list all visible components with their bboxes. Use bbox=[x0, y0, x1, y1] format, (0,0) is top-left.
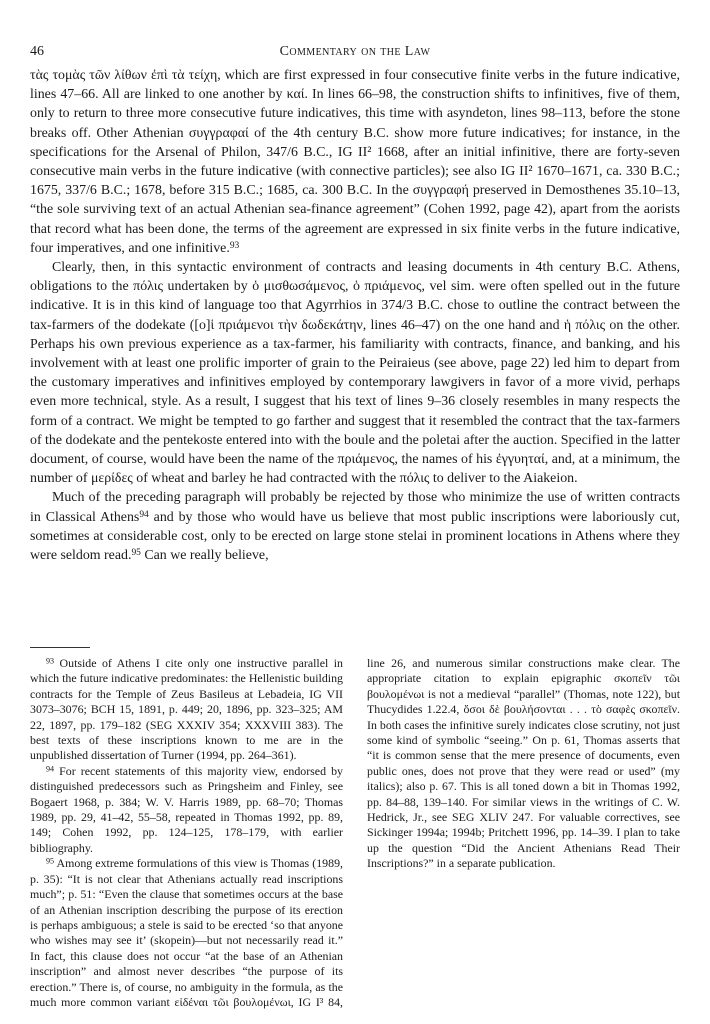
footnote-ref-94: 94 bbox=[139, 509, 149, 520]
main-text bbox=[30, 66, 680, 565]
footnote-divider bbox=[30, 647, 90, 648]
footnotes bbox=[30, 656, 680, 1016]
footnote-94-mark: 94 bbox=[46, 764, 55, 774]
footnote-95-mark: 95 bbox=[46, 856, 55, 866]
paragraph-1-text: τὰς τομὰς τῶν λίθων ἐπὶ τὰ τείχη, which are first expressed in four consecutive finite verbs in the future indicative, lines 47–66. All are linked to one another by καί. In lines 66–98, the construction shifts to infinitives, five of them, only to return to three more consecutive future indicatives, this time with asyndeton, lines 98–113, before the stone breaks off. Other Athenian συγγραφαί of the 4th century B.C. show more future indicatives; for instance, in the specifications for the Arsenal of Philon, 347/6 B.C., IG II² 1668, after an initial infinitive, there are forty-seven consecutive main verbs in the future indicative (with connective particles); see also IG II² 1670–1671, ca. 330 B.C.; 1675, 337/6 B.C.; 1678, before 315 B.C.; 1685, ca. 300 B.C. In the συγγραφή preserved in Demosthenes 35.10–13, “the sole surviving text of an actual Athenian sea-finance agreement” (Cohen 1992, page 42), apart from the aorists that record what has been done, the terms of the agreement are expressed in six finite verbs in the future indicative, four imperatives, and one infinitive. bbox=[30, 68, 680, 256]
running-head: Commentary on the Law bbox=[279, 44, 431, 59]
footnote-94 bbox=[30, 764, 343, 856]
paragraph-3 bbox=[30, 488, 680, 565]
paragraph-3-text-c: Can we really believe, bbox=[140, 548, 269, 564]
paragraph-3-text-a: Much of the preceding paragraph will probably be rejected by those who minimize the use of written contracts in Classical Athens bbox=[30, 490, 680, 525]
footnote-ref-93: 93 bbox=[229, 240, 240, 251]
footnote-93 bbox=[30, 656, 343, 764]
page-header bbox=[30, 44, 680, 64]
page-number: 46 bbox=[30, 44, 44, 59]
footnote-93-mark: 93 bbox=[46, 656, 55, 666]
footnote-ref-95: 95 bbox=[131, 547, 141, 558]
footnote-94-text: For recent statements of this majority view, endorsed by distinguished predecessors such as Pringsheim and Finley, see Bogaert 1968, p. 384; W. V. Harris 1989, pp. 68–70; Thomas 1989, pp. 29, 41–42, 55–58, repeated in Thomas 1992, pp. 89, 149; Cohen 1992, pp. 124–125, 178–179, with earlier bibliography. bbox=[30, 763, 343, 855]
paragraph-3-text-b: and by those who would have us believe that most public inscriptions were laboriously cut, sometimes at considerable cost, only to be erected on large stone stelai in prominent locations in Athens where they were seldom read. bbox=[30, 509, 680, 564]
footnote-95-text: Among extreme formulations of this view is Thomas (1989, p. 35): “It is not clear that Athenians actually read inscriptions much”; p. 51: “Even the clause that sometimes occurs at the base of an Athenian inscription describing the purpose of its erection is perhaps ambiguous; a stele is said to be erected ‘so that anyone who wishes may see it’ (skopein)—but not necessarily read it.” In fact, this clause does not occur “at the base of an Athenian inscription” and almost never describes “the purpose of its erection.” There is, of course, no ambiguity in the formula, as the much more common variant εἰδέναι τῶι βουλομένωι, IG I³ 84, line 26, and numerous similar constructions make clear. The appropriate citation to explain epigraphic σκοπεῖν τῶι βουλομένωι is not a medieval “parallel” (Thomas, note 122), but Thucydides 1.22.4, ὅσοι δὲ βουλήσονται . . . τὸ σαφὲς σκοπεῖν. In both cases the infinitive surely indicates close scrutiny, not just some kind of symbolic “seeing.” On p. 61, Thomas asserts that “it is common sense that the mere presence of documents, even public ones, does not prove that they were read or used” (my italics); also p. 67. This is all toned down a bit in Thomas 1992, pp. 84–88, 139–140. For similar views in the writings of C. W. Hedrick, Jr., see SEG XLIV 247. For valuable correctives, see Sickinger 1994a; 1994b; Pritchett 1996, pp. 14–39. I plan to take up the question “Did the Ancient Athenians Read Their Inscriptions?” in a separate publication. bbox=[30, 656, 680, 1009]
paragraph-2: Clearly, then, in this syntactic environment of contracts and leasing documents in 4th century B.C. Athens, obligations to the πόλις undertaken by ὁ μισθωσάμενος, ὁ πριάμενος, vel sim. were often spelled out in the future indicative. It is in this kind of language too that Agyrrhios in 374/3 B.C. chose to outline the contract between the tax-farmers of the dodekate ([ο]ἱ πριάμενοι τὴν δωδεκάτην, lines 46–47) on the one hand and ἡ πόλις on the other. Perhaps his own previous experience as a tax-farmer, his familiarity with contracts, finance, and banking, and his involvement with at least one prolific importer of grain to the Peiraieus (see above, page 22) led him to depart from the customary imperatives and infinitives employed by contemporary lawgivers in favor of a more vivid, perhaps even more technical, style. As a result, I suggest that his text of lines 9–36 closely resembles in many respects the form of a contract. We might be tempted to go farther and suggest that it resembled the contract that the tax-farmers of the dodekate and the pentekoste entered into with the boule and the poletai after the auction. Specified in the latter document, of course, would have been the name of the πριάμενος, the names of his ἐγγυηταί, and, at a minimum, the number of μερίδες of wheat and barley he had contracted with the πόλις to deliver to the Aiakeion. bbox=[30, 260, 680, 487]
paragraph-1 bbox=[30, 66, 680, 258]
footnote-93-text: Outside of Athens I cite only one instructive parallel in which the future indicative predominates: the Hellenistic building contracts for the Temple of Zeus Basileus at Lebadeia, IG VII 3073–3076; BCH 15, 1891, p. 449; 20, 1896, pp. 323–325; AM 22, 1897, pp. 179–182 (SEG XXXIV 354; XXXVIII 383). The best texts of these inscriptions known to me are in the unpublished dissertation of Turner (1994, pp. 264–361). bbox=[30, 656, 343, 763]
